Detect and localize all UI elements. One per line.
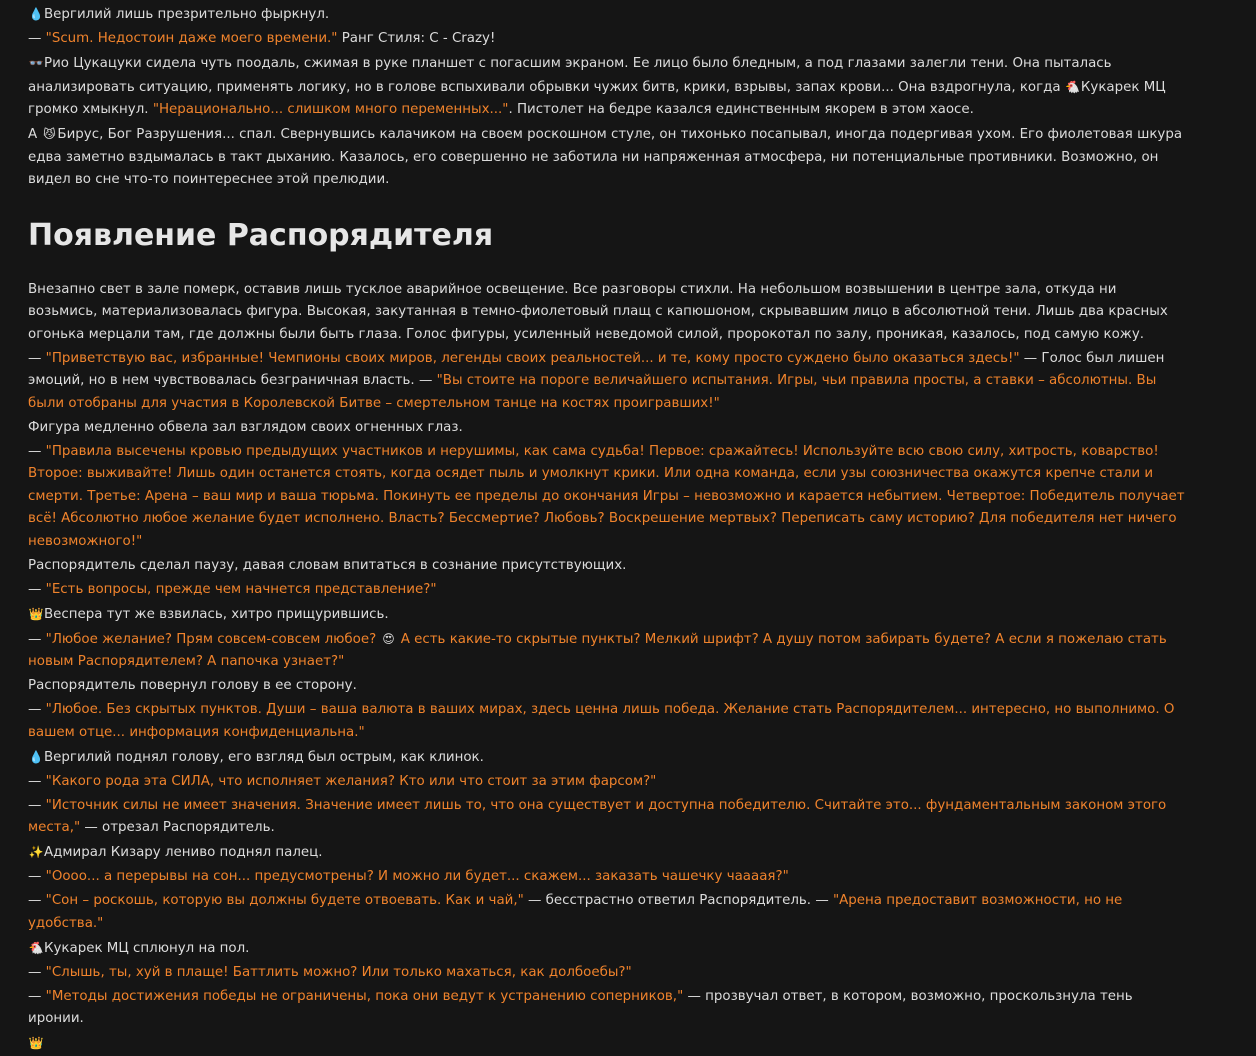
quote-text: "Слышь, ты, хуй в плаще! Баттлить можно? Или только махаться, как долбоебы?"	[45, 964, 632, 980]
narrative-text: . Пистолет на бедре казался единственным якорем в этом хаосе.	[508, 102, 974, 117]
paragraph	[28, 441, 1188, 554]
paragraph	[28, 417, 1188, 440]
paragraph	[28, 123, 1188, 192]
narrative-text: Распорядитель сделал паузу, давая словам впитаться в сознание присутствующих.	[28, 557, 627, 573]
paragraph	[28, 579, 1188, 602]
narrative-text: — отрезал Распорядитель.	[80, 820, 275, 835]
quote-text: "Любое желание? Прям совсем-совсем любое?	[45, 631, 381, 647]
narrative-text: Вергилий лишь презрительно фыркнул.	[44, 7, 330, 22]
quote-text: "Scum. Недостоин даже моего времени."	[45, 31, 338, 46]
quote-text: "Любое. Без скрытых пунктов. Души – ваша валюта в ваших мирах, здесь ценна лишь победа. Желание стать Распорядителем... интересно, но выполнимо. О вашем отце... информация конфиденциальна."	[28, 702, 1175, 740]
narrative-text: Кукарек МЦ громко хмыкнул.	[28, 79, 1166, 117]
emoji-icon: 👑	[28, 1036, 44, 1050]
paragraph	[28, 603, 1188, 627]
narrative-text: Рио Цукацуки сидела чуть поодаль, сжимая в руке планшет с погасшим экраном. Ее лицо было бледным, а под глазами залегли тени. Она пыталась анализировать ситуацию, применять логику, но в голове вспыхивали обрывки чужих битв, крики, взрывы, запах крови... Она вздрогнула, когда	[28, 56, 1112, 95]
paragraph	[28, 555, 1188, 578]
narrative-text: Вергилий поднял голову, его взгляд был острым, как клинок.	[44, 749, 484, 765]
narrative-text: — Голос был лишен эмоций, но в нем чувствовалась безграничная власть. —	[28, 350, 1165, 388]
paragraph	[28, 279, 1188, 347]
narrative-text: — бесстрастно ответил Распорядитель. —	[523, 893, 833, 908]
narrative-text: Ранг Стиля: C - Crazy!	[337, 31, 496, 46]
emoji-icon: 💧	[28, 749, 44, 764]
quote-text: "Какого рода эта СИЛА, что исполняет желания? Кто или что стоит за этим фарсом?"	[45, 773, 657, 789]
quote-text: "Арена предоставит возможности, но не удобства."	[28, 893, 1123, 931]
quote-text: "Правила высечены кровью предыдущих участников и нерушимы, как сама судьба! Первое: сражайтесь! Используйте всю свою силу, хитрость, коварство! Второе: выживайте! Лишь один останется стоять, когда осядет пыль и умолкнут крики. Или одна команда, если узы союзничества окажутся крепче стали и смерти. Третье: Арена – ваш мир и ваша тюрьма. Покинуть ее пределы до окончания Игры – невозможно и карается небытием. Четвертое: Победитель получает всё! Абсолютно любое желание будет исполнено. Власть? Бессмертие? Любовь? Воскрешение мертвых? Переписать саму историю? Для победителя нет ничего невозможного!"	[28, 443, 1185, 549]
paragraph	[28, 628, 1188, 674]
narrative-text: —	[28, 869, 46, 884]
emoji-icon: ✨	[28, 845, 44, 859]
paragraph	[28, 3, 1188, 27]
quote-text: "Вы стоите на пороге величайшего испытания. Игры, чьи правила просты, а ставки – абсолютны. Вы были отобраны для участия в Королевской Битве – смертельном танце на костях проигравших!"	[28, 373, 1157, 411]
paragraph	[28, 937, 1188, 961]
paragraph	[28, 890, 1188, 935]
quote-text: "Методы достижения победы не ограничены, пока они ведут к устранению соперников,"	[45, 988, 684, 1004]
paragraph	[28, 1032, 1188, 1056]
quote-text: "Источник силы не имеет значения. Значение имеет лишь то, что она существует и доступна победителю. Считайте это... фундаментальным законом этого места,"	[28, 797, 1167, 835]
paragraph	[28, 28, 1188, 51]
narrative-text: —	[28, 964, 46, 980]
emoji-icon: 🐔	[28, 940, 44, 955]
emoji-icon: 🐔	[1065, 79, 1081, 94]
narrative-text: —	[28, 893, 46, 908]
paragraph	[28, 962, 1188, 985]
quote-text: "Приветствую вас, избранные! Чемпионы своих миров, легенды своих реальностей... и те, кому просто суждено было оказаться здесь!"	[45, 350, 1020, 366]
section-heading: Появление Распорядителя	[28, 217, 494, 253]
paragraph	[28, 986, 1188, 1031]
narrative-text: —	[28, 988, 46, 1004]
narrative-text: —	[28, 773, 46, 789]
narrative-text: —	[28, 581, 46, 597]
quote-text: "Есть вопросы, прежде чем начнется представление?"	[45, 581, 437, 597]
paragraph	[28, 795, 1188, 840]
narrative-text: —	[28, 443, 46, 459]
paragraph	[28, 771, 1188, 794]
narrative-text: —	[28, 702, 46, 717]
narrative-text: Распорядитель повернул голову в ее сторону.	[28, 678, 357, 693]
narrative-text: —	[28, 31, 46, 46]
emoji-icon: 👑	[28, 606, 44, 621]
narrative-text: Веспера тут же взвилась, хитро прищурившись.	[44, 606, 389, 622]
paragraph	[28, 675, 1188, 698]
emoji-icon: 👓	[28, 56, 44, 70]
paragraph	[28, 348, 1188, 416]
paragraph	[28, 746, 1188, 770]
narrative-text: Адмирал Кизару лениво поднял палец.	[44, 845, 323, 860]
paragraph	[28, 866, 1188, 889]
emoji-icon: 😼	[43, 127, 56, 141]
narrative-text: Фигура медленно обвела зал взглядом своих огненных глаз.	[28, 419, 463, 435]
emoji-icon: 😍	[382, 631, 395, 646]
narrative-text: — прозвучал ответ, в котором, возможно, проскользнула тень иронии.	[28, 988, 1133, 1026]
quote-text: "Сон – роскошь, которую вы должны будете отвоевать. Как и чай,"	[45, 893, 524, 908]
quote-text: "Оооо... а перерывы на сон... предусмотрены? И можно ли будет... скажем... заказать чашечку чаааая?"	[45, 869, 789, 884]
quote-text: "Нерационально... слишком много переменных..."	[152, 102, 509, 117]
narrative-text: —	[28, 797, 46, 813]
emoji-icon: 💧	[28, 7, 44, 21]
narrative-text: А	[28, 127, 42, 142]
narrative-text: —	[28, 631, 46, 647]
narrative-text: Кукарек МЦ сплюнул на пол.	[44, 940, 250, 956]
paragraph	[28, 52, 1188, 122]
paragraph	[28, 699, 1188, 744]
narrative-text: Бирус, Бог Разрушения... спал. Свернувшись калачиком на своем роскошном стуле, он тихонько посапывал, иногда подергивая ухом. Его фиолетовая шкура едва заметно вздымалась в такт дыханию. Казалось, его совершенно не заботила ни напряженная атмосфера, ни потенциальные противники. Возможно, он видел во сне что-то поинтереснее этой прелюдии.	[28, 127, 1183, 187]
quote-text: А есть какие-то скрытые пункты? Мелкий шрифт? А душу потом забирать будете? А если я пожелаю стать новым Распорядителем? А папочка узнает?"	[28, 631, 1167, 669]
narrative-text: —	[28, 350, 46, 366]
paragraph	[28, 841, 1188, 865]
narrative-text: Внезапно свет в зале померк, оставив лишь тусклое аварийное освещение. Все разговоры стихли. На небольшом возвышении в центре зала, откуда ни возьмись, материализовалась фигура. Высокая, закутанная в темно-фиолетовый плащ с капюшоном, скрывавшим лицо в абсолютной тени. Лишь два красных огонька мерцали там, где должны были быть глаза. Голос фигуры, усиленный неведомой силой, пророкотал по залу, проникая, казалось, под самую кожу.	[28, 281, 1168, 342]
